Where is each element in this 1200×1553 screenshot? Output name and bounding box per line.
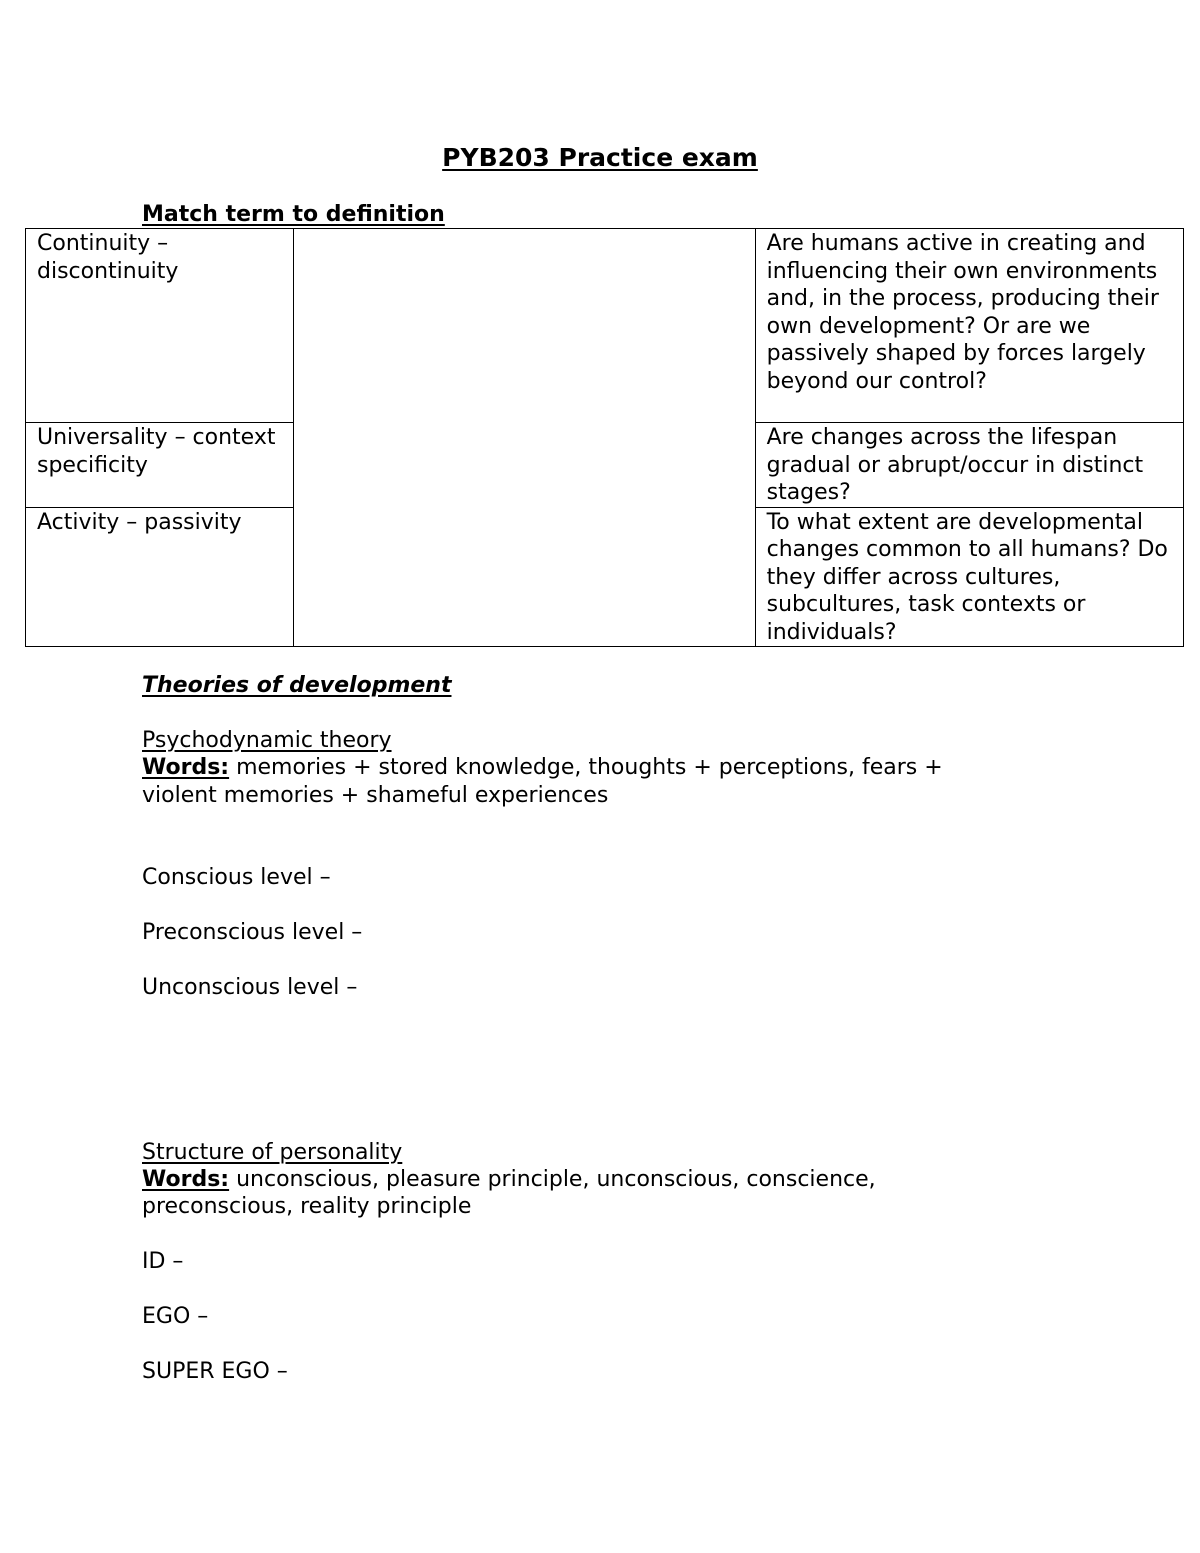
term-cell: Activity – passivity <box>26 507 294 647</box>
definition-cell: Are changes across the lifespan gradual or abrupt/occur in distinct stages? <box>755 423 1183 508</box>
super-ego-item: SUPER EGO – <box>142 1359 288 1384</box>
ego-item: EGO – <box>142 1304 209 1329</box>
words-label: Words: <box>142 1167 230 1192</box>
personality-subheading: Structure of personality <box>142 1140 403 1165</box>
match-heading: Match term to definition <box>142 202 445 227</box>
conscious-level: Conscious level – <box>142 865 331 890</box>
definition-cell: To what extent are developmental changes common to all humans? Do they differ across cultures, subcultures, task contexts or individuals? <box>755 507 1183 647</box>
unconscious-level: Unconscious level – <box>142 975 358 1000</box>
psychodynamic-subheading: Psychodynamic theory <box>142 728 392 753</box>
psychodynamic-words-line <box>142 754 943 782</box>
page-title: PYB203 Practice exam <box>442 143 758 172</box>
definition-cell: Are humans active in creating and influencing their own environments and, in the process, producing their own development? Or are we passively shaped by forces largely beyond our control? <box>755 229 1183 423</box>
words-text: unconscious, pleasure principle, unconscious, conscience, <box>229 1167 876 1192</box>
id-item: ID – <box>142 1249 184 1274</box>
term-cell: Universality – context specificity <box>26 423 294 508</box>
preconscious-level: Preconscious level – <box>142 920 363 945</box>
term-cell: Continuity – discontinuity <box>26 229 294 423</box>
psychodynamic-words-line-2: violent memories + shameful experiences <box>142 783 609 808</box>
words-label: Words: <box>142 755 230 780</box>
personality-words-line <box>142 1166 876 1194</box>
match-table <box>25 228 1184 647</box>
answer-column <box>294 229 755 647</box>
words-text: memories + stored knowledge, thoughts + perceptions, fears + <box>229 755 943 780</box>
personality-words-line-2: preconscious, reality principle <box>142 1194 472 1219</box>
theories-heading: Theories of development <box>142 673 452 698</box>
